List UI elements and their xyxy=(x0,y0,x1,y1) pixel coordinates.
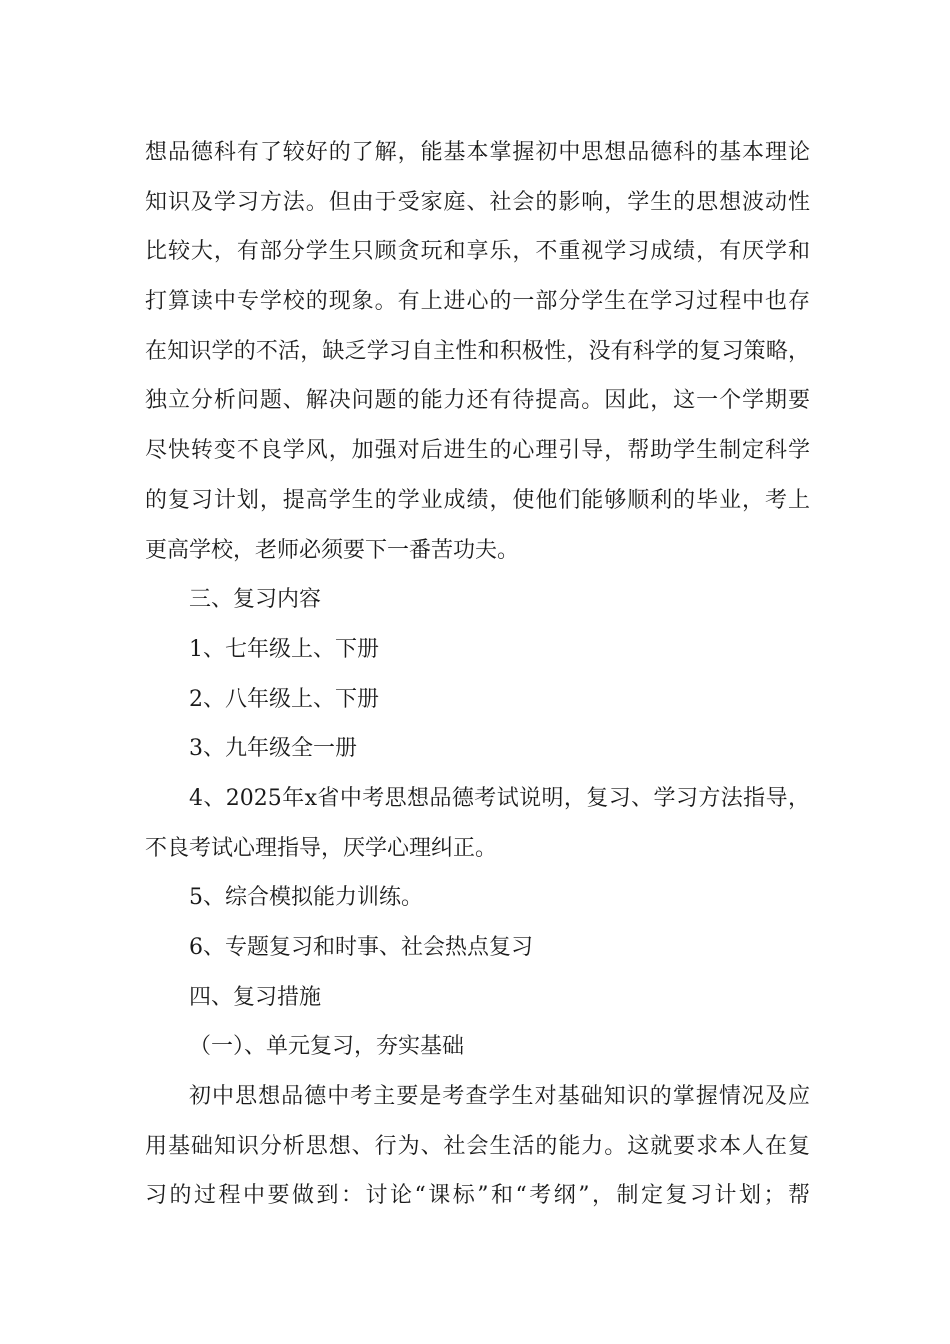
text-line: 4、2025年x省中考思想品德考试说明，复习、学习方法指导， xyxy=(189,785,810,811)
text-line: 想品德科有了较好的了解，能基本掌握初中思想品德科的基本理论 xyxy=(145,140,810,165)
text-line: 知识及学习方法。但由于受家庭、社会的影响，学生的思想波动性 xyxy=(145,189,810,215)
text-line: 尽快转变不良学风，加强对后进生的心理引导，帮助学生制定科学 xyxy=(145,438,810,464)
text-line: 比较大，有部分学生只顾贪玩和享乐，不重视学习成绩，有厌学和 xyxy=(145,239,810,265)
text-line: 不良考试心理指导，厌学心理纠正。 xyxy=(145,835,498,861)
text-line: 1、七年级上、下册 xyxy=(189,636,379,662)
text-line: 用基础知识分析思想、行为、社会生活的能力。这就要求本人在复 xyxy=(145,1133,810,1159)
text-line: 三、复习内容 xyxy=(189,587,322,613)
text-line: 四、复习措施 xyxy=(189,984,322,1010)
text-line: 的复习计划，提高学生的学业成绩，使他们能够顺利的毕业，考上 xyxy=(145,487,810,513)
text-line: 打算读中专学校的现象。有上进心的一部分学生在学习过程中也存 xyxy=(145,289,810,315)
text-line: （一）、单元复习，夯实基础 xyxy=(189,1034,465,1060)
text-line: 2、八年级上、下册 xyxy=(189,686,379,712)
text-line: 6、专题复习和时事、社会热点复习 xyxy=(189,935,533,960)
text-line: 在知识学的不活，缺乏学习自主性和积极性，没有科学的复习策略， xyxy=(145,338,810,364)
text-line: 习的过程中要做到：讨论“课标”和“考纲”，制定复习计划；帮 xyxy=(145,1183,810,1209)
text-line: 3、九年级全一册 xyxy=(189,736,357,762)
text-line: 独立分析问题、解决问题的能力还有待提高。因此，这一个学期要 xyxy=(145,388,810,414)
document-body xyxy=(145,128,810,1221)
text-line: 更高学校，老师必须要下一番苦功夫。 xyxy=(145,537,520,563)
text-line: 初中思想品德中考主要是考查学生对基础知识的掌握情况及应 xyxy=(189,1084,810,1110)
text-line: 5、综合模拟能力训练。 xyxy=(189,885,423,911)
